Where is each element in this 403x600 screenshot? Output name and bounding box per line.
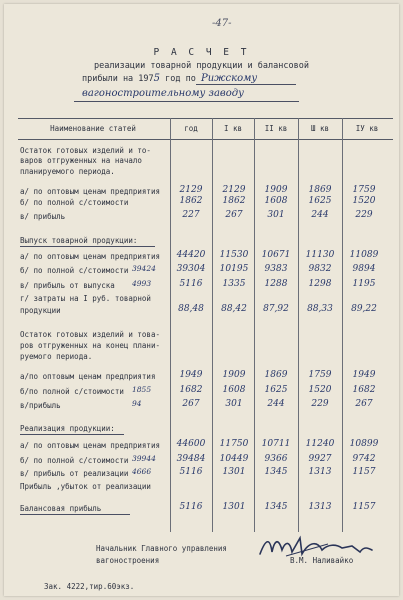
table-cell-value: 1195	[352, 279, 376, 289]
table-cell-value: 1345	[264, 467, 288, 477]
row-label: а/по оптовым ценам предприятия	[20, 372, 156, 381]
row-label: в/прибыль	[20, 401, 61, 410]
table-cell-value: 10195	[219, 264, 249, 274]
table-cell-value: 1909	[222, 370, 246, 380]
row-label: ров отгруженных на конец плани-	[20, 341, 160, 350]
heading-underline	[20, 246, 155, 247]
row-label: б/ по полной с/стоимости	[20, 266, 129, 275]
table-cell-value: 267	[355, 399, 373, 409]
handwritten-year-digit: 5	[153, 73, 161, 84]
handwritten-correction: 39944	[132, 454, 156, 463]
table-cell-value: 11530	[219, 250, 249, 260]
table-header-rule	[18, 139, 393, 140]
table-cell-value: 244	[267, 399, 285, 409]
title-line-2	[82, 73, 257, 84]
table-cell-value: 1625	[308, 196, 332, 206]
row-label: Реализация продукции:	[20, 424, 115, 433]
row-label: б/по полной с/стоимости	[20, 387, 124, 396]
row-label: Выпуск товарной продукции:	[20, 236, 138, 245]
column-header: Наименование статей	[50, 124, 136, 133]
column-header: Ш кв	[310, 124, 330, 133]
column-header: II кв	[264, 124, 288, 133]
table-cell-value: 11130	[305, 250, 335, 260]
fill-in-underline	[74, 101, 299, 102]
column-header: год	[184, 124, 198, 133]
title-line-1: реализации товарной продукции и балансовой	[94, 61, 309, 71]
table-cell-value: 1608	[222, 385, 246, 395]
table-cell-value: 87,92	[263, 304, 289, 314]
table-cell-value: 1301	[222, 467, 246, 477]
table-cell-value: 1608	[264, 196, 288, 206]
table-cell-value: 1862	[179, 196, 203, 206]
table-cell-value: 9927	[308, 454, 332, 464]
document-sheet	[4, 4, 399, 596]
table-cell-value: 44600	[176, 439, 206, 449]
table-cell-value: 2129	[179, 185, 203, 195]
table-cell-value: 1345	[264, 502, 288, 512]
table-cell-value: 1313	[308, 467, 332, 477]
row-label: Остаток готовых изделий и това-	[20, 330, 160, 339]
page-number: -47-	[212, 18, 232, 29]
table-cell-value: 1301	[222, 502, 246, 512]
table-cell-value: 10671	[261, 250, 291, 260]
row-label: а/ по оптовым ценам предприятия	[20, 441, 160, 450]
heading-underline	[20, 514, 130, 515]
table-cell-value: 1313	[308, 502, 332, 512]
table-cell-value: 1157	[352, 502, 376, 512]
handwritten-correction: 94	[132, 399, 142, 408]
table-top-rule	[18, 118, 393, 119]
table-cell-value: 11750	[219, 439, 249, 449]
table-cell-value: 301	[267, 210, 285, 220]
table-cell-value: 1682	[352, 385, 376, 395]
row-label: Остаток готовых изделий и то-	[20, 146, 151, 155]
handwritten-correction: 4666	[132, 467, 152, 476]
handwritten-factory-name: Рижскому	[200, 73, 258, 84]
fill-in-underline	[196, 84, 296, 85]
table-cell-value: 1335	[222, 279, 246, 289]
table-cell-value: 1869	[308, 185, 332, 195]
signer-name: В.М. Наливайко	[290, 556, 354, 565]
table-cell-value: 1288	[264, 279, 288, 289]
table-cell-value: 1949	[179, 370, 203, 380]
row-label: Балансовая прибыль	[20, 504, 102, 513]
table-cell-value: 227	[182, 210, 200, 220]
title-line-2-mid: год по	[160, 74, 201, 84]
print-order-info: Зак. 4222,тир.60экз.	[44, 582, 135, 591]
table-cell-value: 9894	[352, 264, 376, 274]
table-cell-value: 88,33	[307, 304, 333, 314]
table-cell-value: 1625	[264, 385, 288, 395]
document-title: Р А С Ч Е Т	[153, 47, 250, 58]
handwritten-correction: 4993	[132, 279, 152, 288]
handwritten-correction: 39424	[132, 264, 156, 273]
table-cell-value: 39304	[176, 264, 206, 274]
table-cell-value: 44420	[176, 250, 206, 260]
table-cell-value: 10711	[261, 439, 291, 449]
table-cell-value: 39484	[176, 454, 206, 464]
table-cell-value: 1759	[308, 370, 332, 380]
table-cell-value: 9832	[308, 264, 332, 274]
table-cell-value: 11089	[349, 250, 379, 260]
table-cell-value: 88,42	[221, 304, 247, 314]
table-cell-value: 89,22	[351, 304, 377, 314]
table-cell-value: 301	[225, 399, 243, 409]
table-cell-value: 11240	[305, 439, 335, 449]
row-label: в/ прибыль от выпуска	[20, 281, 115, 290]
footer-position-line-1: Начальник Главного управления	[96, 544, 227, 553]
table-cell-value: 1682	[179, 385, 203, 395]
table-cell-value: 1298	[308, 279, 332, 289]
table-cell-value: 9742	[352, 454, 376, 464]
row-label: руемого периода.	[20, 352, 93, 361]
row-label: варов отгруженных на начало	[20, 156, 142, 165]
handwritten-factory-name-continued: вагоностроительному заводу	[82, 88, 244, 99]
table-cell-value: 9383	[264, 264, 288, 274]
row-label: б/ по полной с/стоимости	[20, 456, 129, 465]
handwritten-correction: 1855	[132, 385, 152, 394]
table-cell-value: 267	[225, 210, 243, 220]
table-cell-value: 229	[311, 399, 329, 409]
table-cell-value: 5116	[179, 279, 203, 289]
table-cell-value: 1909	[264, 185, 288, 195]
table-cell-value: 1520	[352, 196, 376, 206]
table-cell-value: 244	[311, 210, 329, 220]
table-cell-value: 229	[355, 210, 373, 220]
row-label: Прибыль ,убыток от реализации	[20, 482, 151, 491]
row-label: продукции	[20, 306, 61, 315]
row-label: б/ по полной с/стоимости	[20, 198, 129, 207]
table-cell-value: 1520	[308, 385, 332, 395]
table-cell-value: 10899	[349, 439, 379, 449]
table-cell-value: 5116	[179, 467, 203, 477]
table-cell-value: 1157	[352, 467, 376, 477]
table-cell-value: 1862	[222, 196, 246, 206]
table-cell-value: 10449	[219, 454, 249, 464]
table-cell-value: 9366	[264, 454, 288, 464]
table-cell-value: 1869	[264, 370, 288, 380]
heading-underline	[20, 434, 124, 435]
row-label: планируемого периода.	[20, 167, 115, 176]
row-label: г/ затраты на I руб. товарной	[20, 294, 151, 303]
table-cell-value: 1759	[352, 185, 376, 195]
footer-position-line-2: вагоностроения	[96, 556, 160, 565]
signature-icon	[256, 532, 376, 564]
column-header: I кв	[223, 124, 243, 133]
column-header: IУ кв	[355, 124, 379, 133]
table-cell-value: 2129	[222, 185, 246, 195]
row-label: а/ по оптовым ценам предприятия	[20, 252, 160, 261]
row-label: в/ прибыль от реализации	[20, 469, 129, 478]
title-line-2-prefix: прибыли на 197	[82, 74, 154, 84]
row-label: в/ прибыль	[20, 212, 66, 221]
table-cell-value: 267	[182, 399, 200, 409]
table-cell-value: 88,48	[178, 304, 204, 314]
row-label: а/ по оптовым ценам предприятия	[20, 187, 160, 196]
table-cell-value: 5116	[179, 502, 203, 512]
table-cell-value: 1949	[352, 370, 376, 380]
